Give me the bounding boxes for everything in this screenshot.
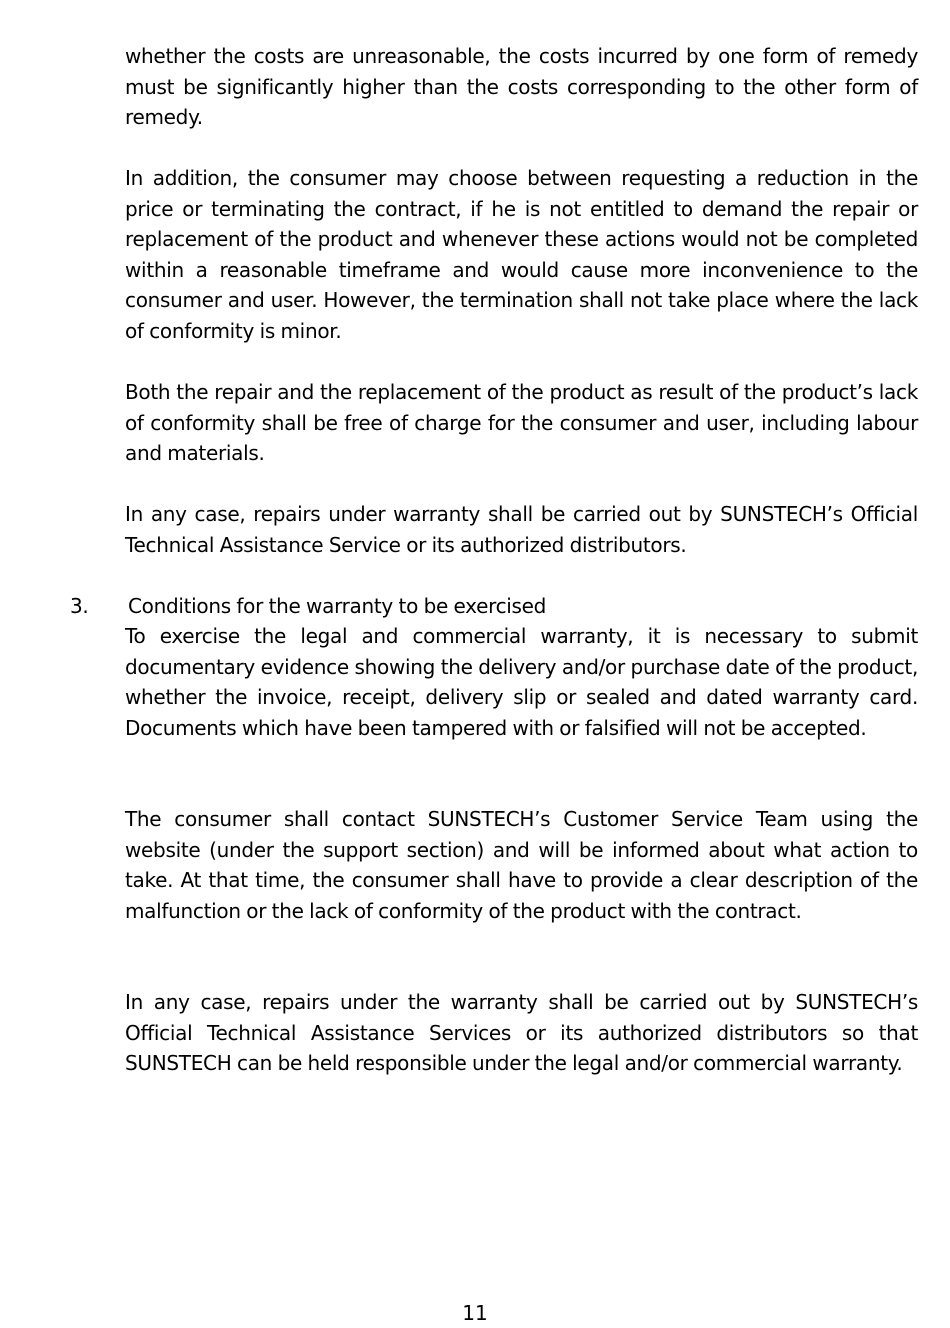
paragraph-documentary-evidence: To exercise the legal and commercial warranty, it is necessary to submit documentary evidence showing the delivery and/or purchase date of the product, whether the invoice, receipt, delivery slip or sealed and dated warranty card. Documents which have been tampered with or falsified will not be accepted. [125, 624, 918, 740]
paragraph-free-of-charge: Both the repair and the replacement of the product as result of the product’s lack of conformity shall be free of charge for the consumer and user, including labour and materials. [125, 380, 918, 466]
section-heading [70, 591, 546, 622]
page-number: 11 [462, 1301, 488, 1325]
paragraph-contact-customer-service: The consumer shall contact SUNSTECH’s Customer Service Team using the website (under the support section) and will be informed about what action to take. At that time, the consumer shall have to provide a clear description of the malfunction or the lack of conformity of the product with the contract. [125, 807, 918, 923]
section-title: Conditions for the warranty to be exercised [128, 594, 547, 618]
paragraph-repairs-responsibility: In any case, repairs under the warranty shall be carried out by SUNSTECH’s Official Technical Assistance Services or its authorized distributors so that SUNSTECH can be held responsible under the legal and/or commercial warranty. [125, 990, 918, 1076]
paragraph-price-reduction: In addition, the consumer may choose between requesting a reduction in the price or terminating the contract, if he is not entitled to demand the repair or replacement of the product and whenever these actions would not be completed within a reasonable timeframe and would cause more inconvenience to the consumer and user. However, the termination shall not take place where the lack of conformity is minor. [125, 166, 918, 343]
section-number: 3. [70, 594, 89, 618]
paragraph-cost-remedy: whether the costs are unreasonable, the costs incurred by one form of remedy must be significantly higher than the costs corresponding to the other form of remedy. [125, 44, 918, 130]
paragraph-repairs-official-service: In any case, repairs under warranty shall be carried out by SUNSTECH’s Official Technical Assistance Service or its authorized distributors. [125, 502, 918, 557]
